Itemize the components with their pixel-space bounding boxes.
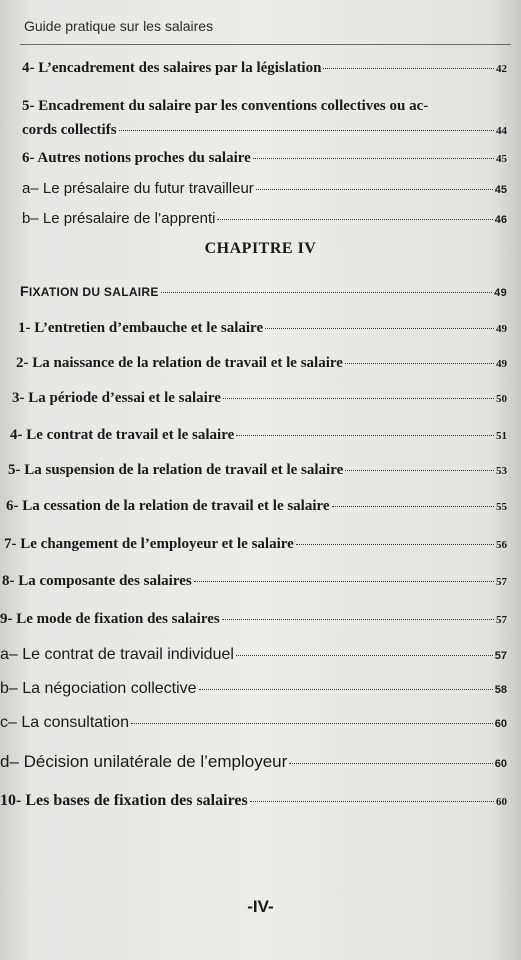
toc-entry-1-entretien[interactable] [18,320,507,337]
toc-entry-label: 7- Le changement de l’employeur et le salaire [4,536,294,552]
toc-entry-7-changement[interactable] [4,536,507,553]
toc-entry-9-mode-fixation[interactable] [0,611,507,628]
toc-entry-label: 9- Le mode de fixation des salaires [0,611,220,627]
toc-entry-page: 60 [494,758,507,770]
chapter-title: CHAPITRE IV [204,240,317,257]
toc-entry-page: 49 [496,358,507,370]
toc-entry-5-conventions-line1[interactable] [22,98,507,115]
dot-leader [223,398,494,399]
toc-entry-page: 46 [494,214,507,226]
dot-leader [222,619,494,620]
toc-entry-page: 49 [494,287,507,299]
toc-entry-c-consultation[interactable] [0,714,507,732]
toc-section-fixation-du-salaire[interactable] [20,283,507,299]
toc-entry-label: 5- La suspension de la relation de travail et le salaire [8,462,344,478]
dot-leader [194,581,494,582]
dot-leader [265,328,494,329]
dot-leader [199,689,493,690]
toc-entry-label: 1- L’entretien d’embauche et le salaire [18,320,264,336]
section-title-rest: IXATION DU SALAIRE [28,285,159,299]
toc-entry-b-apprenti[interactable] [22,210,507,227]
toc-entry-label: a– Le contrat de travail individuel [0,646,234,663]
toc-entry-8-composante[interactable] [2,573,507,590]
toc-entry-page: 50 [496,393,507,405]
dot-leader [345,470,494,471]
dot-leader [323,68,494,69]
toc-entry-2-naissance[interactable] [16,355,507,372]
running-header [24,10,497,38]
toc-entry-label: 4- L’encadrement des salaires par la législation [22,60,322,76]
toc-entry-label: c– La consultation [0,714,129,731]
toc-entry-10-bases-fixation[interactable] [0,792,507,810]
toc-entry-a-contrat-individuel[interactable] [0,646,507,664]
toc-entry-page: 60 [494,718,507,730]
toc-entry-6-cessation[interactable] [6,498,507,515]
section-title-initial: F [20,283,29,299]
toc-entry-label: 6- La cessation de la relation de travail et le salaire [6,498,330,514]
toc-entry-5-conventions-line2[interactable] [22,122,507,139]
toc-entry-label: d– Décision unilatérale de l’employeur [0,752,288,771]
toc-entry-page: 45 [496,153,507,165]
toc-entry-d-decision-unilaterale[interactable] [0,752,507,772]
dot-leader [250,801,494,802]
toc-entry-label: 10- Les bases de fixation des salaires [0,792,248,809]
dot-leader [345,363,494,364]
toc-entry-3-periode-essai[interactable] [12,390,507,407]
dot-leader [217,219,492,220]
toc-entry-b-negociation[interactable] [0,680,507,698]
toc-entry-label: b– La négociation collective [0,680,197,697]
dot-leader [289,763,492,764]
toc-entry-label-continued: cords collectifs [22,122,117,138]
toc-entry-page: 51 [496,430,507,442]
toc-entry-page: 57 [496,614,507,626]
toc-entry-page: 57 [496,576,507,588]
toc-entry-6-autres-notions[interactable] [22,150,507,167]
toc-entry-label: 8- La composante des salaires [2,573,192,589]
toc-entry-page: 45 [494,184,507,196]
dot-leader [119,130,494,131]
dot-leader [253,158,494,159]
toc-entry-label: 5- Encadrement du salaire par les conventions collectives ou ac- [22,98,429,114]
toc-entry-a-futur-travailleur[interactable] [22,180,507,197]
dot-leader [256,189,493,190]
header-divider [20,44,511,45]
toc-entry-page: 44 [496,125,507,137]
toc-entry-page: 56 [496,539,507,551]
toc-entry-label: a– Le présalaire du futur travailleur [22,180,254,197]
toc-entry-page: 57 [494,650,507,662]
dot-leader [332,506,494,507]
toc-entry-4-contrat[interactable] [10,427,507,444]
toc-entry-page: 60 [496,796,507,808]
toc-entry-label: 6- Autres notions proches du salaire [22,150,251,166]
toc-entry-4-legislation[interactable] [22,60,507,77]
toc-entry-label: 4- Le contrat de travail et le salaire [10,427,235,443]
page-number-footer: -IV- [247,897,274,916]
toc-entry-label: b– Le présalaire de l’apprenti [22,210,216,227]
toc-entry-5-suspension[interactable] [8,462,507,479]
dot-leader [236,435,494,436]
toc-entry-page: 55 [496,501,507,513]
toc-entry-page: 49 [496,323,507,335]
toc-entry-page: 42 [496,63,507,75]
running-header-title: Guide pratique sur les salaires [24,18,214,34]
section-title [20,283,159,299]
toc-entry-page: 58 [494,684,507,696]
toc-entry-label: 3- La période d’essai et le salaire [12,390,221,406]
toc-entry-label: 2- La naissance de la relation de travail et le salaire [16,355,343,371]
dot-leader [296,544,494,545]
toc-entry-page: 53 [496,465,507,477]
dot-leader [131,723,493,724]
dot-leader [161,292,492,293]
dot-leader [236,655,493,656]
